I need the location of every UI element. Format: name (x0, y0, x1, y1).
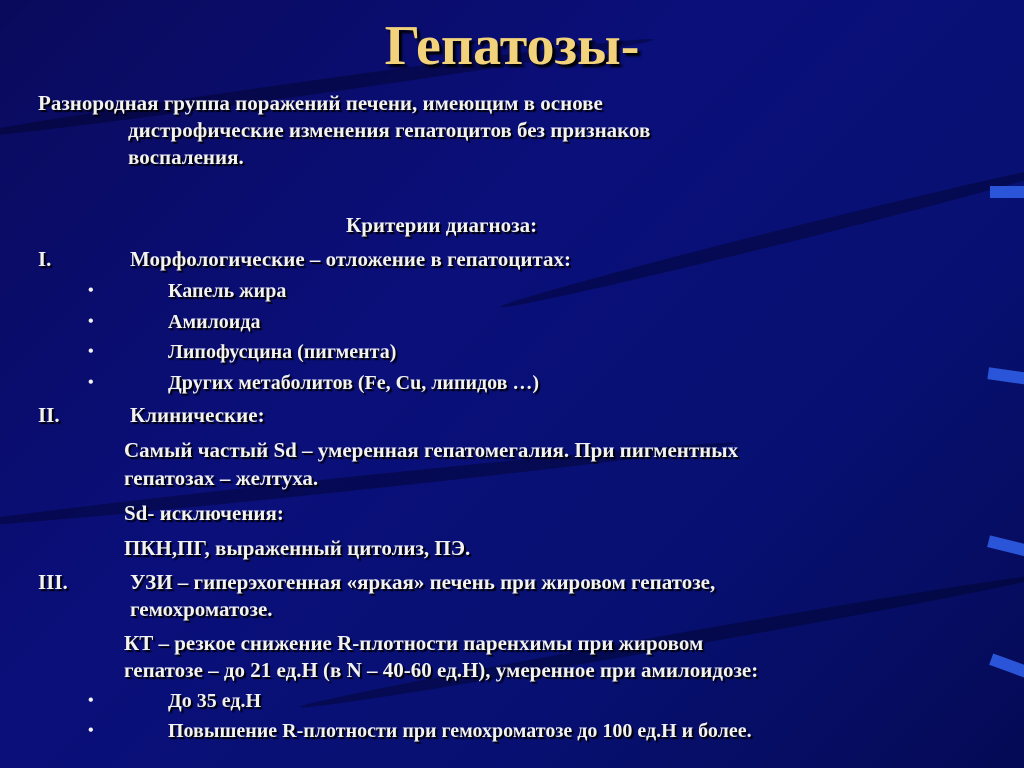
paragraph-line: гепатозе – до 21 ед.Н (в N – 40-60 ед.Н), умеренное при амилоидозе: (124, 658, 759, 682)
list-item: До 35 ед.Н (168, 690, 262, 712)
section-heading: Морфологические – отложение в гепатоцитах: (130, 247, 571, 271)
list-item: Липофусцина (пигмента) (168, 341, 397, 363)
definition-line: дистрофические изменения гепатоцитов без признаков (128, 118, 651, 142)
section-heading: Клинические: (130, 403, 265, 427)
section-number: II. (38, 403, 60, 427)
paragraph-line: Самый частый Sd – умеренная гепатомегалия. При пигментных (124, 438, 739, 462)
list-item: Других метаболитов (Fe, Cu, липидов …) (168, 372, 540, 394)
paragraph-line: КТ – резкое снижение R-плотности паренхимы при жировом (124, 631, 704, 655)
paragraph-line: ПКН,ПГ, выраженный цитолиз, ПЭ. (124, 536, 471, 560)
edge-accent-bar (989, 654, 1024, 679)
bullet-marker: • (88, 343, 94, 360)
section-heading: гемохроматозе. (130, 597, 273, 621)
section-heading: УЗИ – гиперэхогенная «яркая» печень при жировом гепатозе, (130, 570, 716, 594)
edge-accent-bar (987, 535, 1024, 556)
definition-line: воспаления. (128, 145, 244, 169)
bullet-marker: • (88, 313, 94, 330)
bullet-marker: • (88, 692, 94, 709)
list-item: Амилоида (168, 311, 261, 333)
criteria-heading: Критерии диагноза: (346, 213, 538, 237)
bullet-marker: • (88, 722, 94, 739)
list-item: Капель жира (168, 280, 287, 302)
definition-line: Разнородная группа поражений печени, имеющим в основе (38, 91, 603, 115)
edge-accent-bar (990, 186, 1024, 198)
slide-title: Гепатозы- (384, 15, 640, 77)
list-item: Повышение R-плотности при гемохроматозе до 100 ед.Н и более. (168, 720, 752, 742)
section-number: I. (38, 247, 52, 271)
paragraph-line: Sd- исключения: (124, 501, 284, 525)
bullet-marker: • (88, 374, 94, 391)
edge-accent-bar (987, 367, 1024, 384)
paragraph-line: гепатозах – желтуха. (124, 466, 319, 490)
section-number: III. (38, 570, 68, 594)
background-streak (498, 155, 1024, 314)
bullet-marker: • (88, 282, 94, 299)
